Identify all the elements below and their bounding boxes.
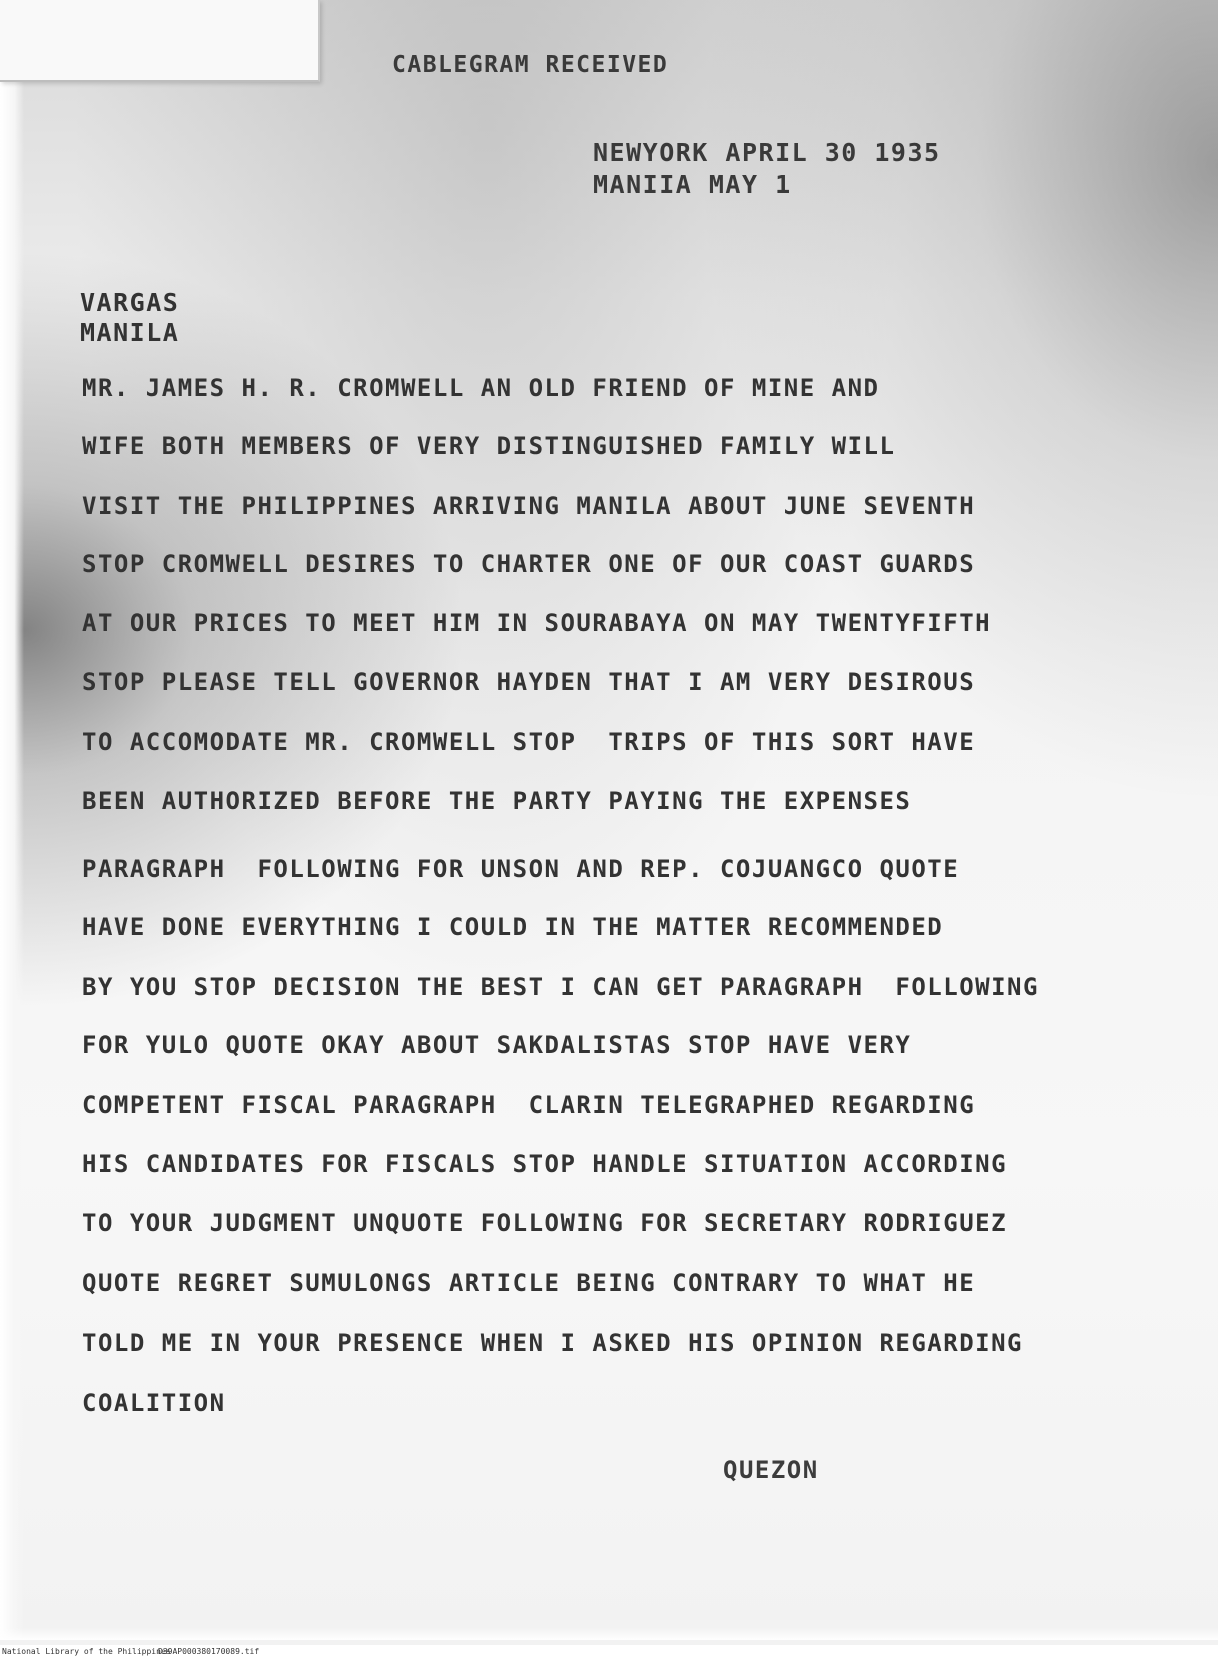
body-line: HAVE DONE EVERYTHING I COULD IN THE MATTER RECOMMENDED	[82, 913, 944, 941]
archive-caption	[0, 1645, 1218, 1658]
body-line: STOP CROMWELL DESIRES TO CHARTER ONE OF OUR COAST GUARDS	[82, 550, 976, 578]
archive-source: National Library of the Philippines	[2, 1647, 171, 1656]
addressee-city: MANILA	[80, 318, 180, 347]
body-line: QUOTE REGRET SUMULONGS ARTICLE BEING CONTRARY TO WHAT HE	[82, 1269, 976, 1297]
body-line: TO YOUR JUDGMENT UNQUOTE FOLLOWING FOR SECRETARY RODRIGUEZ	[82, 1209, 1008, 1237]
folded-corner-paper	[0, 0, 320, 82]
addressee-name: VARGAS	[80, 288, 180, 317]
archive-file-name: D39AP000380170089.tif	[158, 1647, 260, 1656]
dateline-origin: NEWYORK APRIL 30 1935	[593, 138, 941, 167]
body-line: COALITION	[82, 1389, 226, 1417]
dateline-received: MANIIA MAY 1	[593, 170, 792, 199]
body-line: FOR YULO QUOTE OKAY ABOUT SAKDALISTAS STOP HAVE VERY	[82, 1031, 912, 1059]
body-line: VISIT THE PHILIPPINES ARRIVING MANILA ABOUT JUNE SEVENTH	[82, 492, 976, 520]
body-line: BEEN AUTHORIZED BEFORE THE PARTY PAYING THE EXPENSES	[82, 787, 912, 815]
body-line: COMPETENT FISCAL PARAGRAPH CLARIN TELEGRAPHED REGARDING	[82, 1091, 976, 1119]
body-line: HIS CANDIDATES FOR FISCALS STOP HANDLE SITUATION ACCORDING	[82, 1150, 1008, 1178]
body-line: STOP PLEASE TELL GOVERNOR HAYDEN THAT I AM VERY DESIROUS	[82, 668, 976, 696]
body-line: BY YOU STOP DECISION THE BEST I CAN GET PARAGRAPH FOLLOWING	[82, 973, 1039, 1001]
body-line: WIFE BOTH MEMBERS OF VERY DISTINGUISHED FAMILY WILL	[82, 432, 896, 460]
page-left-edge	[0, 0, 24, 1640]
page-bottom-edge	[0, 1628, 1218, 1640]
body-line: MR. JAMES H. R. CROMWELL AN OLD FRIEND OF MINE AND	[82, 374, 880, 402]
signature-name: QUEZON	[723, 1456, 819, 1484]
body-line: AT OUR PRICES TO MEET HIM IN SOURABAYA ON MAY TWENTYFIFTH	[82, 609, 992, 637]
body-line: PARAGRAPH FOLLOWING FOR UNSON AND REP. COJUANGCO QUOTE	[82, 855, 960, 883]
body-line: TO ACCOMODATE MR. CROMWELL STOP TRIPS OF THIS SORT HAVE	[82, 728, 976, 756]
document-title: CABLEGRAM RECEIVED	[392, 52, 669, 78]
body-line: TOLD ME IN YOUR PRESENCE WHEN I ASKED HIS OPINION REGARDING	[82, 1329, 1024, 1357]
